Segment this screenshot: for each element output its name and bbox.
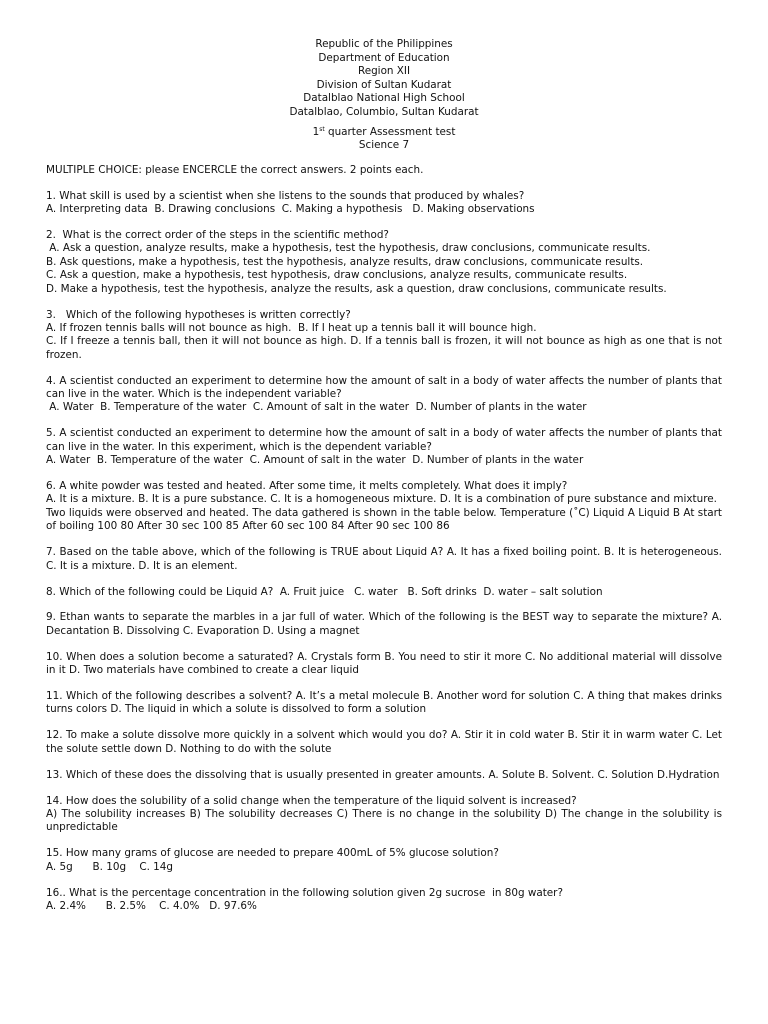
header-country: Republic of the Philippines	[315, 38, 453, 50]
question-10: 10. When does a solution become a saturated? A. Crystals form B. You need to stir it more C. No additional material will dissolve in it D. Two materials have combined to create a clear liquid	[46, 650, 722, 677]
header-region: Region XII	[357, 65, 411, 78]
question-options: A. 2.4% B. 2.5% C. 4.0% D. 97.6%	[46, 900, 257, 912]
question-options: A. 5g B. 10g C. 14g	[46, 860, 173, 873]
question-7: 7. Based on the table above, which of the following is TRUE about Liquid A? A. It has a fixed boiling point. B. It is heterogeneous. C. It is a mixture. D. It is an element.	[46, 546, 722, 572]
subject-title: Science 7	[358, 139, 410, 152]
option-a: A. Ask a question, analyze results, make a hypothesis, test the hypothesis, draw conclusions, communicate results.	[46, 242, 651, 255]
question-stem: 6. A white powder was tested and heated. After some time, it melts completely. What does it imply?	[46, 480, 568, 493]
question-options: A. Water B. Temperature of the water C. Amount of salt in the water D. Number of plants in the water	[46, 454, 584, 467]
question-options: A) The solubility increases B) The solubility decreases C) There is no change in the solubility D) The change in the solubility is unpredictable	[46, 807, 722, 834]
quarter-label: quarter Assessment test	[324, 125, 456, 138]
question-options: A. Interpreting data B. Drawing conclusions C. Making a hypothesis D. Making observations	[46, 203, 535, 216]
question-5	[46, 427, 722, 467]
question-1	[46, 190, 722, 217]
question-6	[46, 480, 722, 534]
header-address: Datalblao, Columbio, Sultan Kudarat	[289, 105, 479, 118]
question-stem: 5. A scientist conducted an experiment to determine how the amount of salt in a body of water affects the number of plants that can live in the water. In this experiment, which is the dependent variable?	[46, 427, 722, 453]
option-d: D. Make a hypothesis, test the hypothesis, analyze the results, ask a question, draw conclusions, communicate results.	[46, 282, 667, 295]
test-title	[46, 126, 722, 140]
quarter-ordinal: st	[319, 125, 325, 133]
header-department: Department of Education	[318, 51, 450, 64]
question-11: 11. Which of the following describes a solvent? A. It’s a metal molecule B. Another word for solution C. A thing that makes drinks turns colors D. The liquid in which a solute is dissolved to form a solution	[46, 690, 722, 716]
test-sheet	[46, 38, 722, 913]
instructions: MULTIPLE CHOICE: please ENCERCLE the correct answers. 2 points each.	[46, 163, 424, 176]
question-options: A. Water B. Temperature of the water C. Amount of salt in the water D. Number of plants in the water	[46, 401, 587, 414]
data-table-text: Two liquids were observed and heated. The data gathered is shown in the table below. Temperature (˚C) Liquid A Liquid B At start of boiling 100 80 After 30 sec 100 85 After 60 sec 100 84 After 90 sec 100 86	[46, 506, 722, 533]
options-cd: C. If I freeze a tennis ball, then it will not bounce as high. D. If a tennis ball is frozen, it will not bounce as high as one that is not frozen.	[46, 335, 722, 361]
option-b: B. Ask questions, make a hypothesis, test the hypothesis, analyze results, draw conclusions, communicate results.	[46, 255, 644, 268]
header-school: Datalblao National High School	[303, 92, 465, 105]
question-options: A. It is a mixture. B. It is a pure substance. C. It is a homogeneous mixture. D. It is a combination of pure substance and mixture.	[46, 493, 717, 506]
header-division: Division of Sultan Kudarat	[316, 78, 452, 91]
question-9: 9. Ethan wants to separate the marbles in a jar full of water. Which of the following is the BEST way to separate the mixture? A. Decantation B. Dissolving C. Evaporation D. Using a magnet	[46, 611, 722, 637]
question-stem: 2. What is the correct order of the steps in the scientific method?	[46, 228, 389, 241]
question-4	[46, 375, 722, 415]
question-stem: 15. How many grams of glucose are needed to prepare 400mL of 5% glucose solution?	[46, 847, 499, 860]
question-2	[46, 229, 722, 296]
quarter-number: 1	[312, 125, 320, 138]
question-stem: 16.. What is the percentage concentration in the following solution given 2g sucrose in 80g water?	[46, 886, 563, 899]
question-8: 8. Which of the following could be Liquid A? A. Fruit juice C. water B. Soft drinks D. water – salt solution	[46, 585, 603, 598]
options-ab: A. If frozen tennis balls will not bounce as high. B. If I heat up a tennis ball it will bounce high.	[46, 321, 537, 334]
document-header	[46, 38, 722, 153]
question-13: 13. Which of these does the dissolving that is usually presented in greater amounts. A. Solute B. Solvent. C. Solution D.Hydration	[46, 768, 720, 781]
question-stem: 14. How does the solubility of a solid change when the temperature of the liquid solvent is increased?	[46, 794, 577, 807]
question-15	[46, 847, 722, 874]
question-stem: 3. Which of the following hypotheses is written correctly?	[46, 308, 351, 321]
question-16	[46, 887, 722, 914]
question-stem: 4. A scientist conducted an experiment to determine how the amount of salt in a body of water affects the number of plants that can live in the water. Which is the independent variable?	[46, 374, 722, 401]
question-12: 12. To make a solute dissolve more quickly in a solvent which would you do? A. Stir it in cold water B. Stir it in warm water C. Let the solute settle down D. Nothing to do with the solute	[46, 729, 722, 755]
question-3	[46, 309, 722, 363]
question-14	[46, 795, 722, 835]
option-c: C. Ask a question, make a hypothesis, test hypothesis, draw conclusions, analyze results, communicate results.	[46, 269, 628, 282]
question-stem: 1. What skill is used by a scientist when she listens to the sounds that produced by whales?	[46, 189, 525, 202]
